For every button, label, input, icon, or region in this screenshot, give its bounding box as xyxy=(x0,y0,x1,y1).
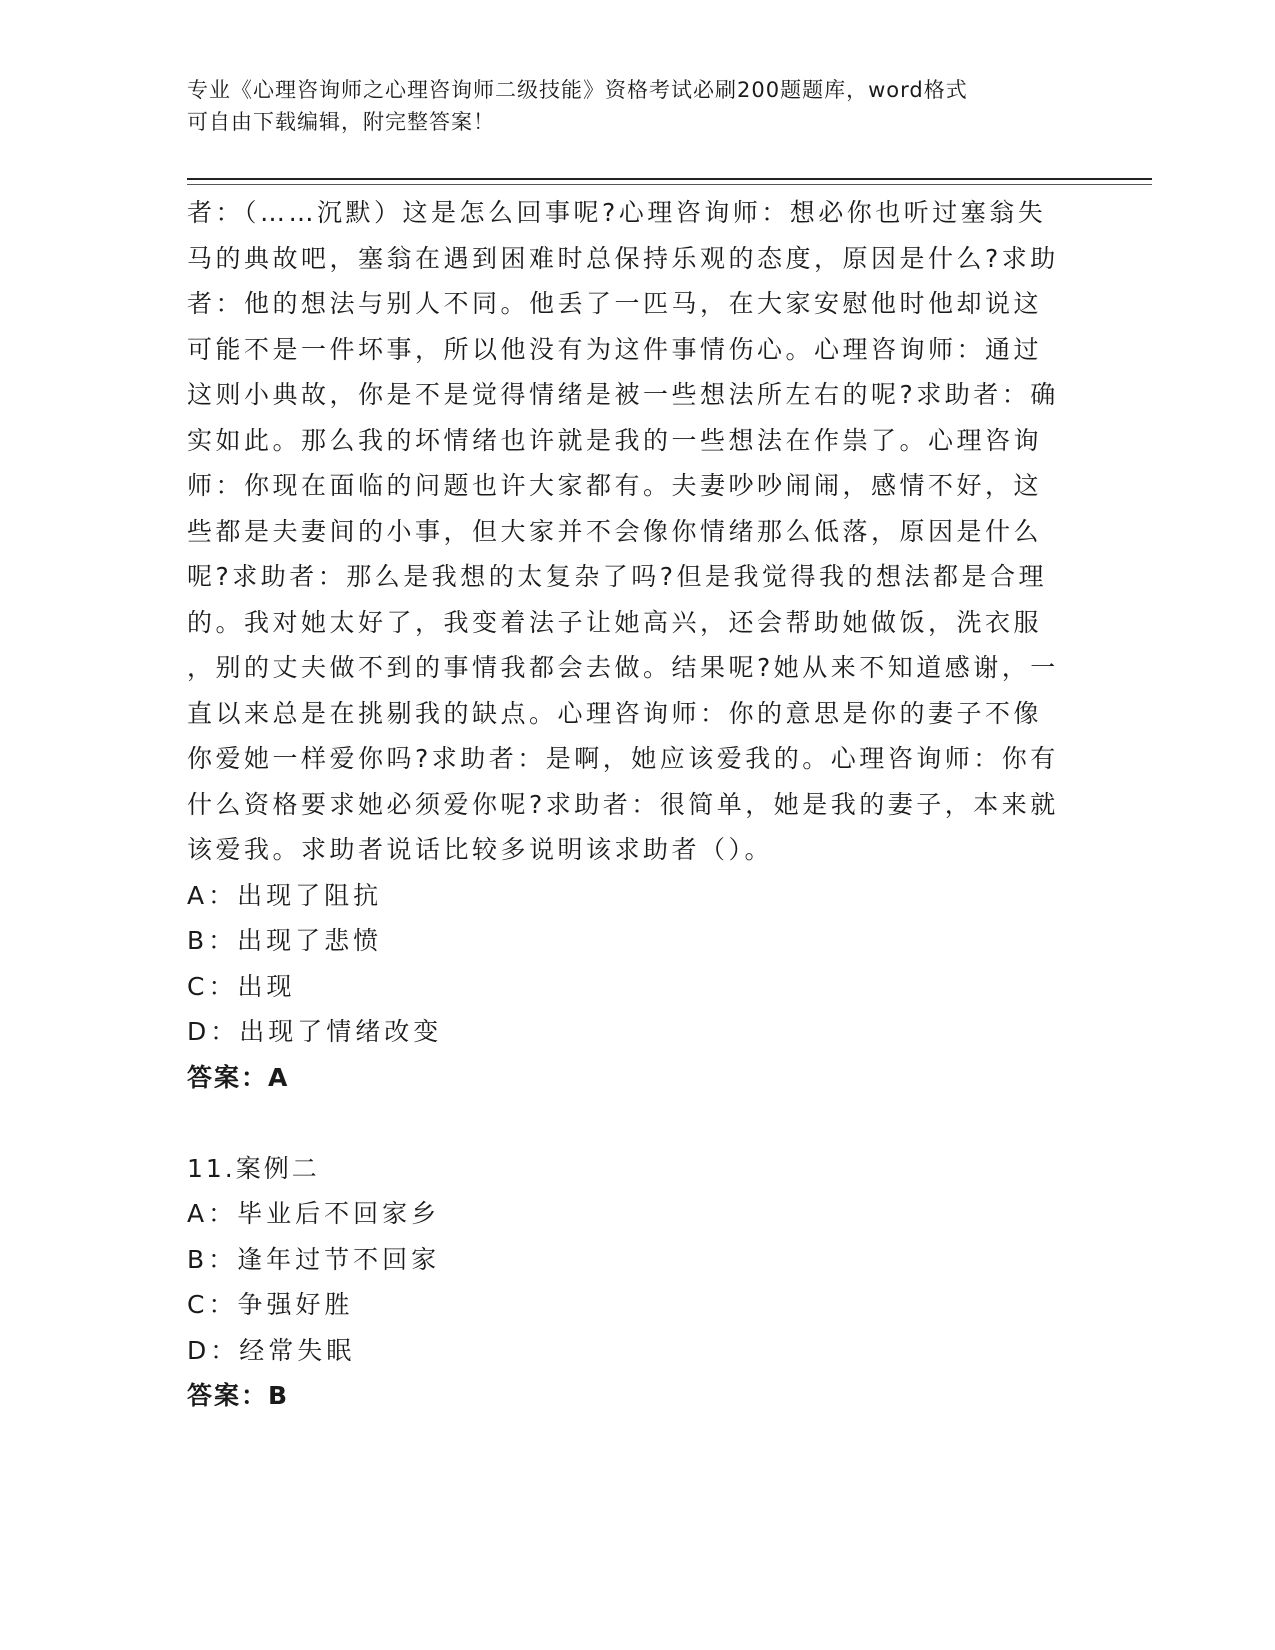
question-text-line: 马的典故吧，塞翁在遇到困难时总保持乐观的态度，原因是什么?求助 xyxy=(187,243,1059,273)
question-text-line: 直以来总是在挑剔我的缺点。心理咨询师：你的意思是你的妻子不像 xyxy=(187,698,1043,728)
question-text-line: 可能不是一件坏事，所以他没有为这件事情伤心。心理咨询师：通过 xyxy=(187,334,1043,364)
option-d: D：经常失眠 xyxy=(187,1335,356,1365)
option-a: A：毕业后不回家乡 xyxy=(187,1199,441,1228)
question-text-line: 你爱她一样爱你吗?求助者：是啊，她应该爱我的。心理咨询师：你有 xyxy=(187,744,1059,773)
question-text-line: 师：你现在面临的问题也许大家都有。夫妻吵吵闹闹，感情不好，这 xyxy=(187,471,1043,500)
question-text-line: 实如此。那么我的坏情绪也许就是我的一些想法在作祟了。心理咨询 xyxy=(187,425,1043,455)
header-divider-thick xyxy=(187,178,1152,180)
option-b: B：逢年过节不回家 xyxy=(187,1244,441,1274)
question-text-line: ，别的丈夫做不到的事情我都会去做。结果呢?她从来不知道感谢，一 xyxy=(187,653,1059,682)
question-10-answer: 答案：A xyxy=(187,1062,290,1092)
document-header xyxy=(187,74,1067,138)
question-text-line: 该爱我。求助者说话比较多说明该求助者（）。 xyxy=(187,835,774,864)
header-title-line-2: 可自由下载编辑，附完整答案！ xyxy=(187,110,495,134)
option-b: B：出现了悲愤 xyxy=(187,926,383,955)
question-10-options xyxy=(187,873,1067,1055)
option-c: C：出现 xyxy=(187,971,296,1001)
question-text-line: 者：他的想法与别人不同。他丢了一匹马，在大家安慰他时他却说这 xyxy=(187,289,1043,318)
spacer xyxy=(187,1100,1067,1146)
header-divider-thin xyxy=(187,184,1152,185)
question-11-options xyxy=(187,1191,1067,1373)
option-a: A：出现了阻抗 xyxy=(187,880,383,910)
header-title-line-1: 专业《心理咨询师之心理咨询师二级技能》资格考试必刷200题题库，word格式 xyxy=(187,78,968,102)
question-11-answer: 答案：B xyxy=(187,1381,290,1410)
question-text-line: 这则小典故，你是不是觉得情绪是被一些想法所左右的呢?求助者：确 xyxy=(187,380,1059,409)
option-c: C：争强好胜 xyxy=(187,1290,354,1319)
question-text-line: 些都是夫妻间的小事，但大家并不会像你情绪那么低落，原因是什么 xyxy=(187,516,1043,546)
question-11-title: 11.案例二 xyxy=(187,1153,320,1183)
question-text-line: 什么资格要求她必须爱你呢?求助者：很简单，她是我的妻子，本来就 xyxy=(187,789,1059,819)
document-body xyxy=(187,190,1067,1419)
question-10-text xyxy=(187,190,1067,873)
question-text-line: 呢?求助者：那么是我想的太复杂了吗?但是我觉得我的想法都是合理 xyxy=(187,562,1048,591)
option-d: D：出现了情绪改变 xyxy=(187,1017,443,1046)
question-text-line: 的。我对她太好了，我变着法子让她高兴，还会帮助她做饭，洗衣服 xyxy=(187,607,1043,637)
question-text-line: 者：（……沉默）这是怎么回事呢?心理咨询师：想必你也听过塞翁失 xyxy=(187,198,1047,227)
